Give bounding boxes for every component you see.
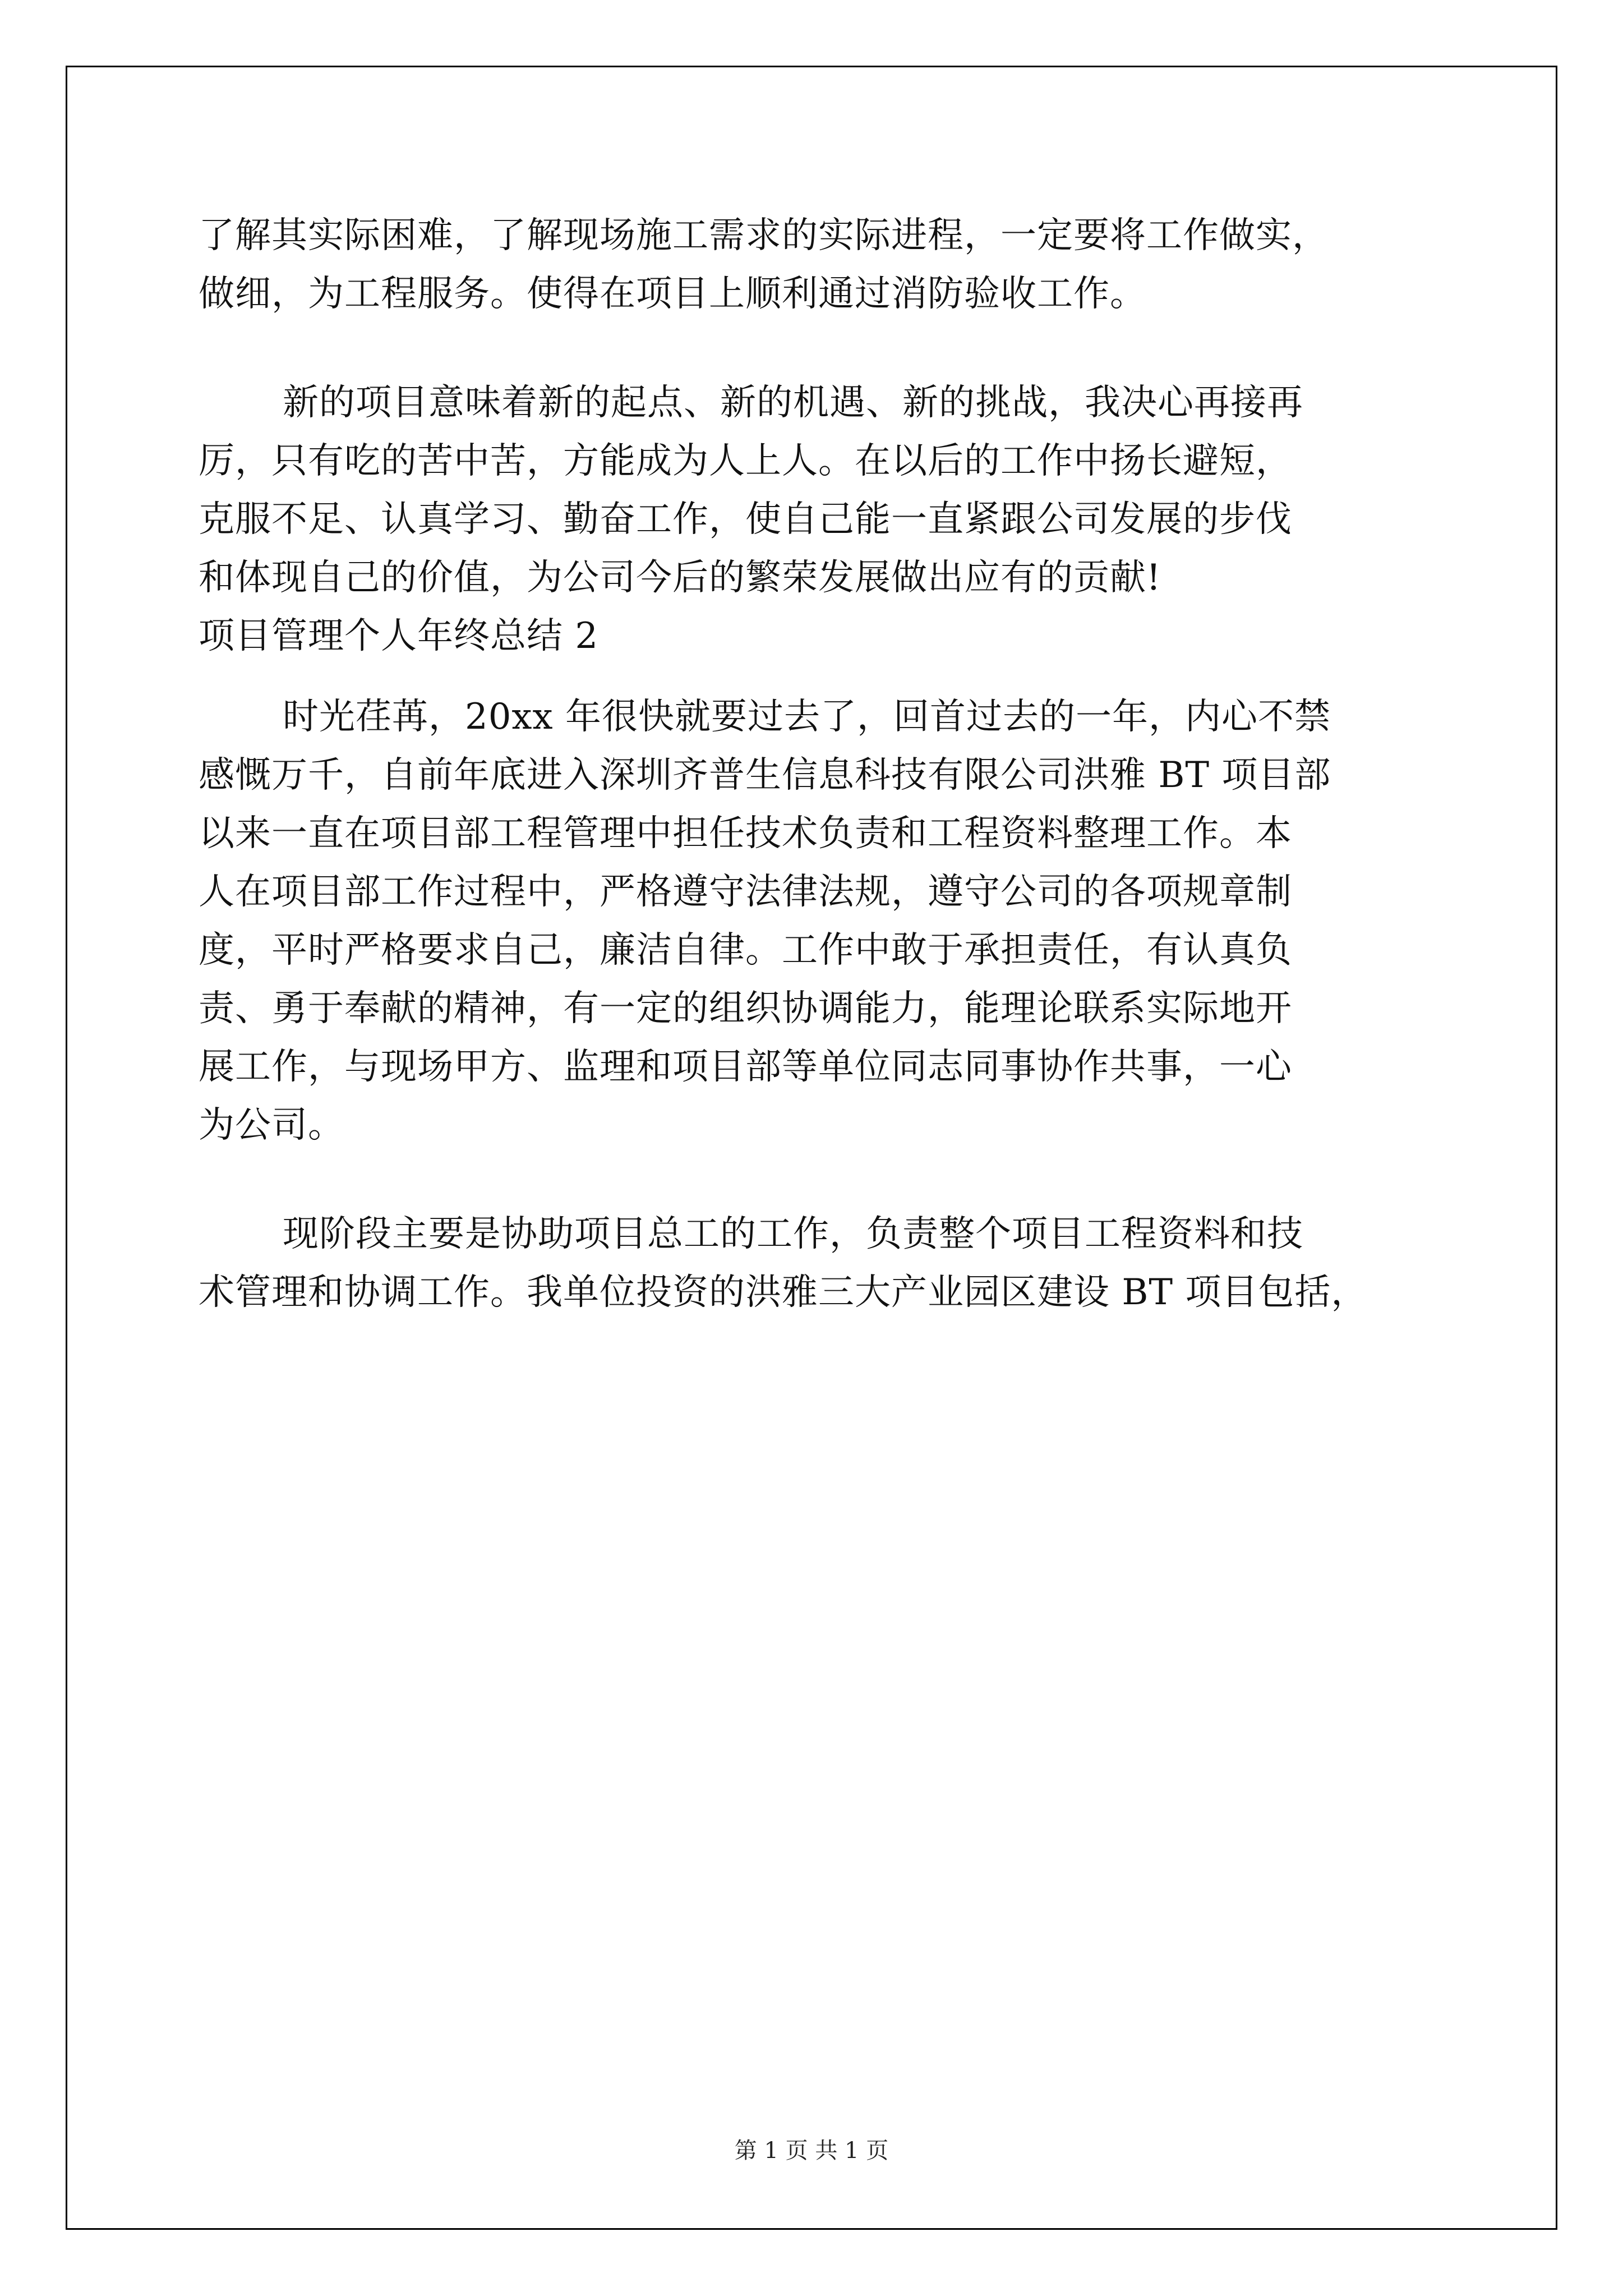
text-line: 人在项目部工作过程中，严格遵守法律法规，遵守公司的各项规章制 [199, 871, 1292, 913]
text-line: 了解其实际困难，了解现场施工需求的实际进程，一定要将工作做实， [199, 215, 1329, 256]
document-body [199, 206, 1427, 1322]
text-line: 克服不足、认真学习、勤奋工作，使自己能一直紧跟公司发展的步伐 [199, 499, 1292, 540]
text-line: 做细，为工程服务。使得在项目上顺利通过消防验收工作。 [199, 273, 1146, 315]
section-heading: 项目管理个人年终总结 2 [199, 615, 599, 657]
page-footer: 第 1 页 共 1 页 [734, 2138, 889, 2164]
text-line: 感慨万千，自前年底进入深圳齐普生信息科技有限公司洪雅 BT 项目部 [199, 754, 1331, 796]
paragraph-start-line: 新的项目意味着新的起点、新的机遇、新的挑战，我决心再接再 [283, 382, 1303, 424]
text-line: 厉，只有吃的苦中苦，方能成为人上人。在以后的工作中扬长避短， [199, 440, 1292, 482]
text-line: 责、勇于奉献的精神，有一定的组织协调能力，能理论联系实际地开 [199, 988, 1292, 1029]
paragraph-start-line: 时光荏苒，20xx 年很快就要过去了，回首过去的一年，内心不禁 [283, 696, 1331, 738]
text-line: 为公司。 [199, 1105, 344, 1146]
paragraph-start-line: 现阶段主要是协助项目总工的工作，负责整个项目工程资料和技 [283, 1213, 1303, 1255]
text-line: 和体现自己的价值，为公司今后的繁荣发展做出应有的贡献! [199, 557, 1161, 599]
text-line: 度，平时严格要求自己，廉洁自律。工作中敢于承担责任，有认真负 [199, 930, 1292, 971]
text-line: 术管理和协调工作。我单位投资的洪雅三大产业园区建设 BT 项目包括， [199, 1272, 1368, 1313]
text-line: 展工作，与现场甲方、监理和项目部等单位同志同事协作共事，一心 [199, 1046, 1292, 1088]
text-line: 以来一直在项目部工程管理中担任技术负责和工程资料整理工作。本 [199, 813, 1292, 854]
